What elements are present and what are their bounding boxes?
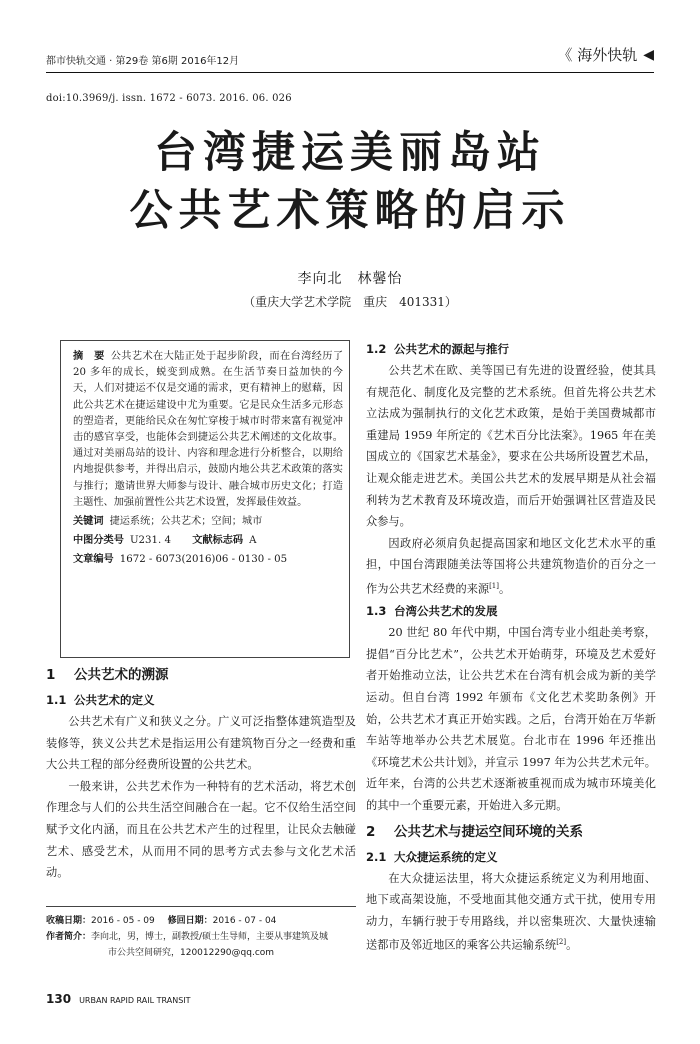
section-title: 公共艺术的定义 xyxy=(74,693,155,707)
section-1-heading xyxy=(46,662,356,689)
author-bio-label: 作者简介： xyxy=(46,932,92,942)
abstract-box xyxy=(60,340,350,658)
affiliation: （重庆大学艺术学院 重庆 401331） xyxy=(243,295,457,309)
classification xyxy=(73,533,343,549)
journal-info: 都市快轨交通 · 第29卷 第6期 2016年12月 xyxy=(46,56,240,67)
section-1-2-heading xyxy=(366,338,656,360)
running-header xyxy=(46,40,654,70)
section-number: 1.3 xyxy=(366,604,387,619)
paragraph-text: 因政府必须肩负起提高国家和地区文化艺术水平的重担，中国台湾跟随美法等国将公共建筑物造价的百分之一作为公共艺术经费的来源 xyxy=(366,536,656,596)
citation: [2] xyxy=(556,938,567,947)
clc-value: U231. 4 xyxy=(129,535,171,547)
abstract xyxy=(73,349,343,511)
paragraph xyxy=(366,868,656,957)
section-number: 1 xyxy=(46,667,56,683)
article-no-value: 1672 - 6073(2016)06 - 0130 - 05 xyxy=(119,554,288,566)
citation: [1] xyxy=(489,581,499,590)
doc-code-label: 文献标志码 xyxy=(192,535,244,547)
right-column xyxy=(366,338,656,957)
author-bio-line: 李向北，男，博士，副教授/硕士生导师，主要从事建筑及城 xyxy=(91,932,329,942)
section-title: 台湾公共艺术的发展 xyxy=(394,604,498,619)
section-title: 公共艺术的溯源 xyxy=(74,667,169,683)
title-line-2: 公共艺术策略的启示 xyxy=(129,186,571,236)
paragraph: 一般来讲，公共艺术作为一种特有的艺术活动，将艺术创作理念与人们的公共生活空间融合在一起。它不仅给生活空间赋予文化内涵，而且在公共艺术产生的过程里，让民众去触碰艺术、感受艺术，从而用不同的思考方式去参与文化艺术活动。 xyxy=(46,779,356,880)
keywords xyxy=(73,514,343,530)
abstract-label: 摘 要 xyxy=(73,351,105,362)
paragraph-end: 。 xyxy=(499,582,511,596)
left-column xyxy=(46,660,356,884)
paragraph-end: 。 xyxy=(566,939,578,953)
page-footer xyxy=(46,992,191,1006)
section-title: 大众捷运系统的定义 xyxy=(394,849,498,864)
page-number: 130 xyxy=(46,992,72,1006)
paragraph: 公共艺术有广义和狭义之分。广义可泛指整体建筑造型及装修等，狭义公共艺术是指运用公有建筑物百分之一经费和重大公共工程的部分经费所设置的公共艺术。 xyxy=(46,715,356,772)
author-bio-cont: 市公共空间研究，120012290@qq.com xyxy=(108,948,275,958)
paragraph-text: 在大众捷运法里，将大众捷运系统定义为利用地面、地下或高架设施，不受地面其他交通方式干扰，使用专用动力，车辆行驶于专用路线，并以密集班次、大量快速输送都市及邻近地区的乘客公共运输系统 xyxy=(366,871,656,953)
section-2-heading xyxy=(366,819,656,846)
section-1-1-heading xyxy=(46,689,356,711)
abstract-text: 公共艺术在大陆正处于起步阶段，而在台湾经历了 20 多年的成长，蜕变到成熟。在生活节奏日益加快的今天，人们对捷运不仅是交通的需求，更有精神上的慰藉，因此公共艺术在捷运建设中尤为重要。它是民众生活多元形态的塑造者，更能给民众在匆忙穿梭于城市时带来富有视觉冲击的感官享受，也能体会到捷运公共艺术阐述的文化故事。通过对美丽岛站的设计、内容和理念进行分析整合，以期给内地提供参考，并得出启示，鼓励内地公共艺术政策的落实与推行；邀请世界大师参与设计、融合城市历史文化；打造主题性、加强前置性公共艺术设置，发挥最佳效益。 xyxy=(73,351,344,508)
section-2-1-heading xyxy=(366,846,656,868)
title-line-1: 台湾捷运美丽岛站 xyxy=(154,128,546,178)
clc-label: 中图分类号 xyxy=(73,535,124,547)
section-1-3-heading xyxy=(366,600,656,622)
journal-english-name: URBAN RAPID RAIL TRANSIT xyxy=(79,996,191,1005)
paragraph: 公共艺术在欧、美等国已有先进的设置经验，使其具有规范化、制度化及完整的艺术系统。但首先将公共艺术立法成为强制执行的文化艺术政策，是始于美国费城都市重建局 1959 年所定的《艺术百分比法案》。1965 年在美国成立的《国家艺术基金》，要求在公共场所设置艺术品，让观众能走进艺术。美国公共艺术的发展早期是从社会福利转为艺术教育及环境改造，而后开始强调社区营造及民众参与。 xyxy=(366,364,656,529)
paragraph: 20 世纪 80 年代中期，中国台湾专业小组赴美考察，提倡“百分比艺术”，公共艺术开始萌芽，环境及艺术爱好者开始推动立法，让公共艺术在台湾有机会成为新的美学运动。但自台湾 1992 年颁布《文化艺术奖助条例》开始，公共艺术才真正开始实践。之后，台湾开始在万华新车站等地举办公共艺术展览。台北市在 1996 年还推出《环境艺术公共计划》，并宣示 1997 年为公共艺术元年。近年来，台湾的公共艺术逐渐被重视而成为城市环境美化的其中一个重要元素，开始进入多元期。 xyxy=(366,626,656,813)
dates xyxy=(46,913,356,929)
section-title: 公共艺术与捷运空间环境的关系 xyxy=(394,823,583,840)
footnote xyxy=(46,906,356,961)
keywords-text: 捷运系统；公共艺术；空间；城市 xyxy=(109,516,263,528)
received-label: 收稿日期： xyxy=(46,916,92,926)
section-number: 2 xyxy=(366,823,376,840)
section-number: 2.1 xyxy=(366,849,387,864)
article-title xyxy=(0,124,700,240)
header-rule xyxy=(46,72,654,73)
triangle-left-icon: ◀ xyxy=(643,46,654,63)
paragraph xyxy=(366,533,656,601)
section-label xyxy=(557,44,654,65)
section-number: 1.1 xyxy=(46,693,67,707)
revised-label: 修回日期： xyxy=(167,916,213,926)
section-number: 1.2 xyxy=(366,342,387,356)
revised-date: 2016 - 07 - 04 xyxy=(212,916,277,926)
received-date: 2016 - 05 - 09 xyxy=(91,916,155,926)
author-bio xyxy=(46,929,356,945)
doi: doi:10.3969/j. issn. 1672 - 6073. 2016. 06. 026 xyxy=(46,93,292,104)
doc-code-value: A xyxy=(249,535,257,547)
article-number xyxy=(73,552,343,568)
keywords-label: 关键词 xyxy=(73,516,104,528)
article-no-label: 文章编号 xyxy=(73,554,114,566)
section-title: 公共艺术的源起与推行 xyxy=(394,342,509,356)
authors: 李向北 林馨怡 xyxy=(297,271,403,287)
section-name: 《 海外快轨 xyxy=(557,46,638,64)
